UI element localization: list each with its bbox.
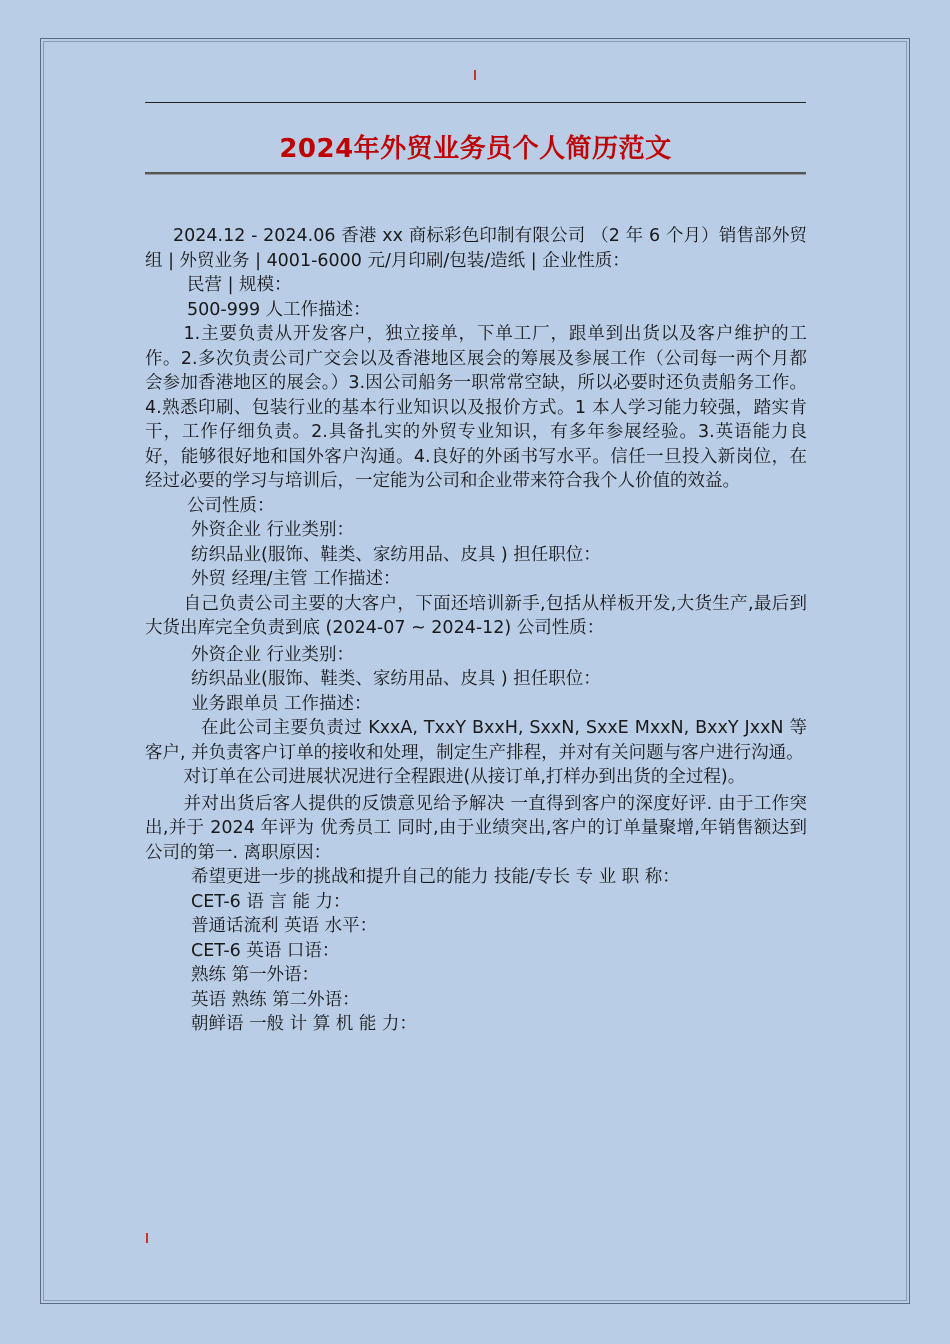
paragraph-computer-ability: 朝鲜语 一般 计 算 机 能 力： [191,1014,417,1034]
paragraph-oral-english: CET-6 英语 口语： [191,940,340,961]
paragraph-second-language: 英语 熟练 第二外语： [191,989,360,1010]
header-rule [145,102,806,103]
paragraph-industry-1: 外资企业 行业类别： [191,520,355,540]
paragraph-english-level: 普通话流利 英语 水平： [191,916,378,936]
title-rule [145,172,806,174]
document-title: 2024年外贸业务员个人简历范文 [279,134,672,164]
paragraph-company-type: 民营 | 规模： [187,275,292,295]
paragraph-position-1: 纺织品业(服饰、鞋类、家纺用品、皮具 ) 担任职位： [191,544,601,565]
paragraph-company-nature: 公司性质： [187,495,275,516]
paragraph-skills: 希望更进一步的挑战和提升自己的能力 技能/专长 专 业 职 称： [191,867,680,887]
paragraph-first-language: 熟练 第一外语： [191,965,320,985]
paragraph-scale: 500-999 人工作描述： [187,299,371,320]
footer-mark [146,1233,148,1243]
paragraph-employment-1: 2024.12 - 2024.06 香港 xx 商标彩色印制有限公司 （2 年 6 个月）销售部外贸组 | 外贸业务 | 4001-6000 元/月印刷/包装/造纸 | 企业性质： [145,226,807,271]
paragraph-feedback: 并对出货后客人提供的反馈意见给予解决 一直得到客户的深度好评. 由于工作突出,并于 2024 年评为 优秀员工 同时,由于业绩突出,客户的订单量聚增,年销售额达到公司的第一. 离职原因： [145,793,807,863]
paragraph-job-title-2: 业务跟单员 工作描述： [191,693,372,714]
paragraph-job-description-2: 自己负责公司主要的大客户，下面还培训新手,包括从样板开发,大货生产,最后到大货出库完全负责到底 (2024-07 ~ 2024-12) 公司性质： [145,593,807,638]
document-body [145,224,807,1037]
paragraph-job-description-1: 1.主要负责从开发客户，独立接单，下单工厂，跟单到出货以及客户维护的工作。2.多次负责公司广交会以及香港地区展会的筹展及参展工作（公司每一两个月都会参加香港地区的展会。）3.因公司船务一职常常空缺，所以必要时还负责船务工作。4.熟悉印刷、包装行业的基本行业知识以及报价方式。1 本人学习能力较强，踏实肯干，工作仔细负责。2.具备扎实的外贸专业知识，有多年参展经验。3.英语能力良好，能够很好地和国外客户沟通。4.良好的外函书写水平。信任一旦投入新岗位，在经过必要的学习与培训后，一定能为公司和企业带来符合我个人价值的效益。 [145,324,807,491]
paragraph-job-description-3: 在此公司主要负责过 KxxA, TxxY BxxH, SxxN, SxxE MxxN, BxxY JxxN 等客户, 并负责客户订单的接收和处理，制定生产排程，并对有关问题与客户进行沟通。 [145,718,807,763]
paragraph-job-title-1: 外贸 经理/主管 工作描述： [191,569,401,589]
paragraph-position-2: 纺织品业(服饰、鞋类、家纺用品、皮具 ) 担任职位： [191,669,601,689]
paragraph-language-ability: CET-6 语 言 能 力： [191,891,351,912]
paragraph-order-tracking: 对订单在公司进展状况进行全程跟进(从接订单,打样办到出货的全过程)。 [183,767,746,787]
paragraph-industry-2: 外资企业 行业类别： [191,644,355,665]
header-mark [474,70,476,80]
